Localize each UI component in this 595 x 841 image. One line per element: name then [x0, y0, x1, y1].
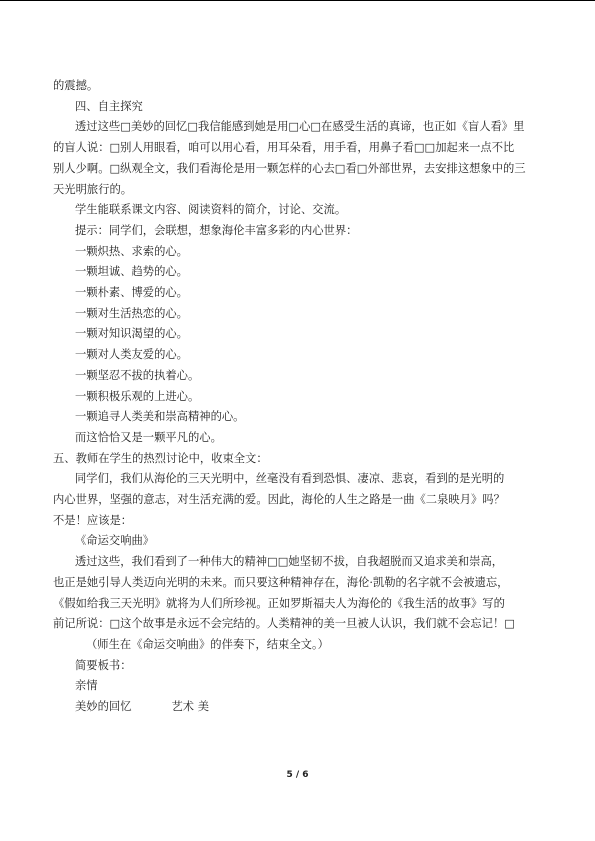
board-row: [53, 697, 543, 718]
list-item: 一颗朴素、博爱的心。: [75, 286, 188, 300]
page-number: 5 / 6: [286, 770, 309, 780]
paragraph-line: 透过这些□美妙的回忆□我信能感到她是用□心□在感受生活的真谛，也正如《盲人看》里: [75, 120, 525, 134]
paragraph-line: 的震撼。: [53, 79, 99, 92]
section-heading: 五、教师在学生的热烈讨论中，收束全文：: [53, 451, 268, 465]
list-item: 一颗对知识渴望的心。: [75, 327, 188, 341]
paragraph-line: 不是！应该是：: [53, 513, 133, 527]
paragraph-line: 的盲人说：□别人用眼看，咱可以用心看，用耳朵看，用手看，用鼻子看□□加起来一点不比: [53, 141, 515, 155]
paragraph-line: 天光明旅行的。: [53, 182, 133, 196]
paragraph-line: 《假如给我三天光明》就将为人们所珍视。正如罗斯福夫人为海伦的《我生活的故事》写的: [53, 596, 505, 610]
list-item: 一颗坚忍不拔的执着心。: [75, 368, 200, 382]
document-body: [53, 76, 543, 718]
board-line: 亲情: [75, 679, 98, 693]
paragraph-line: （师生在《命运交响曲》的伴奏下，结束全文。）: [86, 637, 329, 651]
paragraph-line: 透过这些，我们看到了一种伟大的精神□□她坚韧不拔，自我超脱而又追求美和崇高，: [75, 555, 504, 569]
paragraph-line: 同学们，我们从海伦的三天光明中，丝毫没有看到恐惧、凄凉、悲哀，看到的是光明的: [75, 472, 505, 486]
paragraph-line: 别人少啊。□纵观全文，我们看海伦是用一颗怎样的心去□看□外部世界，去安排这想象中的三: [53, 161, 526, 175]
paragraph-line: 也正是她引导人类迈向光明的未来。而只要这种精神存在，海伦·凯勒的名字就不会被遗忘，: [53, 575, 509, 589]
section-heading: 四、自主探究: [75, 99, 143, 113]
board-right: 美: [197, 700, 210, 714]
board-mid: 艺术: [171, 700, 195, 714]
paragraph-line: 而这恰恰又是一颗平凡的心。: [75, 430, 222, 444]
list-item: 一颗坦诚、趋势的心。: [75, 265, 188, 279]
list-item: 一颗对人类友爱的心。: [75, 348, 188, 362]
board-heading: 简要板书：: [75, 658, 132, 672]
header-rule: [0, 0, 595, 1]
list-item: 一颗对生活热恋的心。: [75, 306, 188, 320]
paragraph-line: 学生能联系课文内容、阅读资料的简介，讨论、交流。: [75, 203, 347, 217]
paragraph-line: 前记所说：□这个故事是永远不会完结的。人类精神的美一旦被人认识，我们就不会忘记！□: [53, 617, 515, 631]
paragraph-line: 提示：同学们，会联想，想象海伦丰富多彩的内心世界：: [75, 223, 358, 237]
paragraph-line: 《命运交响曲》: [75, 534, 155, 548]
list-item: 一颗炽热、求索的心。: [75, 244, 188, 258]
board-left: 美妙的回忆: [75, 700, 132, 714]
list-item: 一颗积极乐观的上进心。: [75, 389, 200, 403]
paragraph-line: 内心世界，坚强的意志，对生活充满的爱。因此，海伦的人生之路是一曲《二泉映月》吗？: [53, 493, 505, 507]
list-item: 一颗追寻人类美和崇高精神的心。: [75, 410, 245, 424]
